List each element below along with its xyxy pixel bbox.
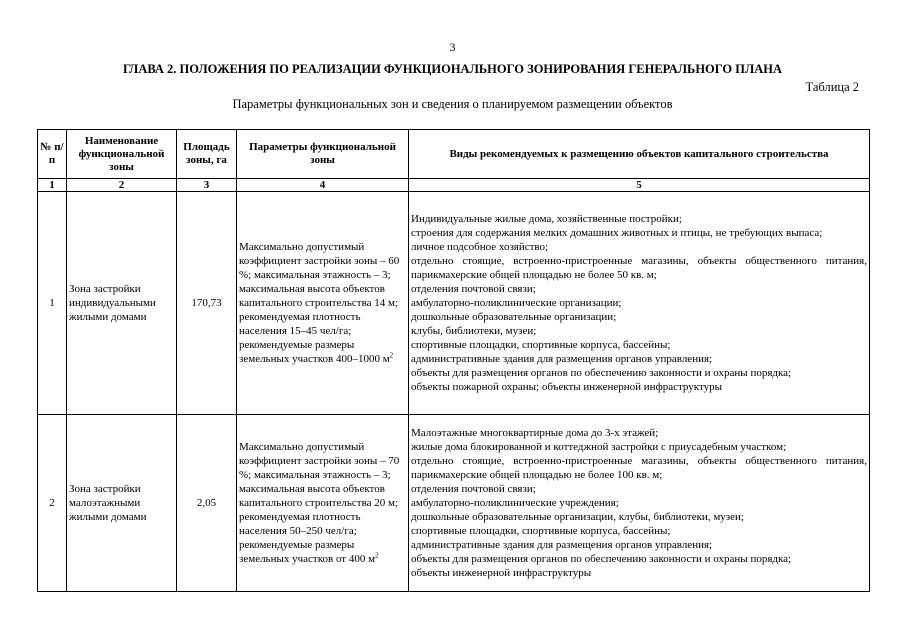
table-row <box>38 192 870 415</box>
zone-uses <box>409 415 870 592</box>
use-line: дошкольные образовательные организации; <box>411 311 617 323</box>
use-line: амбулаторно-поликлинические организации; <box>411 297 622 309</box>
use-line: объекты пожарной охраны; объекты инженерной инфраструктуры <box>411 381 723 393</box>
use-line: личное подсобное хозяйство; <box>411 241 549 253</box>
column-number: 5 <box>409 179 870 192</box>
header-uses: Виды рекомендуемых к размещению объектов капитального строительства <box>409 130 870 179</box>
zone-name: Зона застройки малоэтажными жилыми домами <box>67 415 177 592</box>
table-label: Таблица 2 <box>805 80 859 94</box>
header-num: № п/п <box>38 130 67 179</box>
column-number: 2 <box>67 179 177 192</box>
use-line: Индивидуальные жилые дома, хозяйственные постройки; <box>411 213 682 225</box>
header-name: Наименование функциональной зоны <box>67 130 177 179</box>
zone-uses <box>409 192 870 415</box>
param-line: максимальная высота объектов капитального строительства 14 м; <box>239 283 399 309</box>
page-number: 3 <box>449 40 456 54</box>
param-line: максимальная высота объектов капитального строительства 20 м; <box>239 483 399 509</box>
use-line: амбулаторно-поликлинические учреждения; <box>411 497 619 509</box>
use-line: спортивные площадки, спортивные корпуса, бассейны; <box>411 339 671 351</box>
use-line: дошкольные образовательные организации, клубы, библиотеки, музеи; <box>411 511 744 523</box>
param-line: рекомендуемые размеры земельных участков от 400 м <box>239 539 376 565</box>
header-params: Параметры функциональной зоны <box>237 130 409 179</box>
param-line: рекомендуемая плотность населения 15–45 чел/га; <box>239 311 361 337</box>
use-line: отдельно стоящие, встроенно-пристроенные магазины, объекты общественного питания, парикмахерские общей площадью не более 100 кв. м; <box>411 455 867 481</box>
use-line: спортивные площадки, спортивные корпуса, бассейны; <box>411 525 671 537</box>
use-line: административные здания для размещения органов управления; <box>411 353 713 365</box>
zone-name: Зона застройки индивидуальными жилыми домами <box>67 192 177 415</box>
use-line: Малоэтажные многоквартирные дома до 3-х этажей; <box>411 427 659 439</box>
zone-params <box>237 192 409 415</box>
chapter-title: ГЛАВА 2. ПОЛОЖЕНИЯ ПО РЕАЛИЗАЦИИ ФУНКЦИОНАЛЬНОГО ЗОНИРОВАНИЯ ГЕНЕРАЛЬНОГО ПЛАНА <box>122 62 783 76</box>
zone-params <box>237 415 409 592</box>
table-row <box>38 415 870 592</box>
header-area: Площадь зоны, га <box>177 130 237 179</box>
use-line: административные здания для размещения органов управления; <box>411 539 713 551</box>
zones-table <box>37 129 870 592</box>
use-line: строения для содержания мелких домашних животных и птицы, не требующих выпаса; <box>411 227 823 239</box>
use-line: объекты инженерной инфраструктуры <box>411 567 592 579</box>
superscript: 2 <box>389 351 394 360</box>
param-line: максимальная этажность – 3; <box>253 469 391 481</box>
param-line: Максимально допустимый коэффициент застройки зоны – 70 %; <box>239 441 400 481</box>
column-number: 1 <box>38 179 67 192</box>
use-line: объекты для размещения органов по обеспечению законности и охраны порядка; <box>411 553 792 565</box>
param-line: рекомендуемая плотность населения 50–250 чел/га; <box>239 511 361 537</box>
column-number: 4 <box>237 179 409 192</box>
use-line: клубы, библиотеки, музеи; <box>411 325 537 337</box>
param-line: максимальная этажность – 3; <box>253 269 391 281</box>
param-line: рекомендуемые размеры земельных участков 400–1000 м <box>239 339 390 365</box>
table-caption: Параметры функциональных зон и сведения о планируемом размещении объектов <box>232 97 673 111</box>
table-header-row <box>38 130 870 179</box>
column-number: 3 <box>177 179 237 192</box>
superscript: 2 <box>375 551 379 560</box>
row-number: 1 <box>38 192 67 415</box>
use-line: жилые дома блокированной и коттеджной застройки с приусадебным участком; <box>411 441 787 453</box>
zone-area: 2,05 <box>177 415 237 592</box>
use-line: отделения почтовой связи; <box>411 283 536 295</box>
param-line: Максимально допустимый коэффициент застройки зоны – 60 %; <box>239 241 400 281</box>
use-line: отделения почтовой связи; <box>411 483 536 495</box>
row-number: 2 <box>38 415 67 592</box>
use-line: отдельно стоящие, встроенно-пристроенные магазины, объекты общественного питания, парикмахерские общей площадью не более 50 кв. м; <box>411 255 867 281</box>
zone-area: 170,73 <box>177 192 237 415</box>
use-line: объекты для размещения органов по обеспечению законности и охраны порядка; <box>411 367 792 379</box>
column-number-row <box>38 179 870 192</box>
